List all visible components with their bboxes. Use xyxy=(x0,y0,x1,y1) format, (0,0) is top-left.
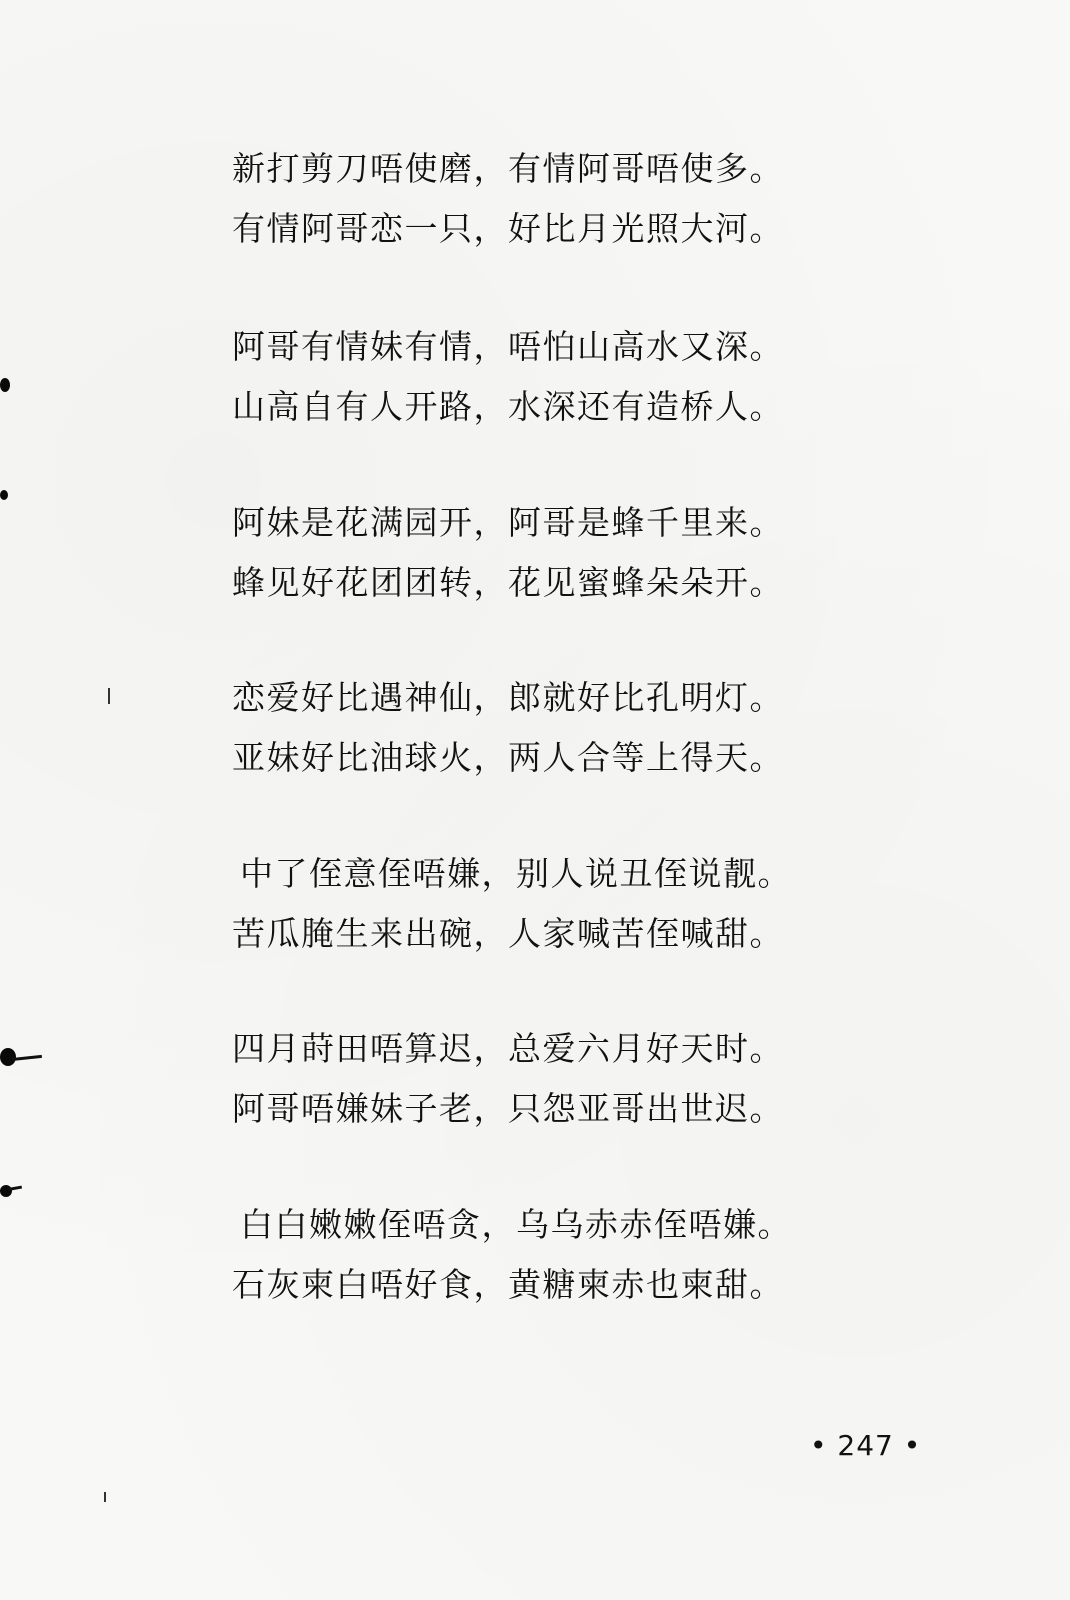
verse-line: 白白嫩嫩侄唔贪，乌乌赤赤侄唔嫌。 xyxy=(240,1205,792,1244)
verse-line: 石灰柬白唔好食，黄糖柬赤也柬甜。 xyxy=(232,1265,784,1304)
margin-mark-2 xyxy=(104,1492,106,1502)
stanza-6 xyxy=(232,1031,852,1127)
margin-mark-1 xyxy=(108,688,110,704)
verse-line: 山高自有人开路，水深还有造桥人。 xyxy=(232,387,784,426)
ink-blot-2 xyxy=(0,490,8,500)
stanza-4 xyxy=(232,680,852,776)
verse-line: 恋爱好比遇神仙，郎就好比孔明灯。 xyxy=(232,678,784,717)
stanza-3 xyxy=(232,505,852,601)
stanza-1 xyxy=(232,151,852,247)
verse-line: 有情阿哥恋一只，好比月光照大河。 xyxy=(232,209,784,248)
ink-blot-3-tail xyxy=(12,1055,42,1061)
verse-line: 四月莳田唔算迟，总爱六月好天时。 xyxy=(232,1029,784,1068)
verse-line: 蜂见好花团团转，花见蜜蜂朵朵开。 xyxy=(232,563,784,602)
ink-blot-1 xyxy=(0,378,10,392)
page-number: • 247 • xyxy=(810,1429,922,1462)
verse-line: 阿妹是花满园开，阿哥是蜂千里来。 xyxy=(232,503,784,542)
verse-line: 新打剪刀唔使磨，有情阿哥唔使多。 xyxy=(232,149,784,188)
verse-line: 阿哥有情妹有情，唔怕山高水又深。 xyxy=(232,327,784,366)
verse-line: 阿哥唔嫌妹子老，只怨亚哥出世迟。 xyxy=(232,1089,784,1128)
stanza-7 xyxy=(232,1205,860,1304)
verse-line: 亚妹好比油球火，两人合等上得天。 xyxy=(232,738,784,777)
verse-line: 苦瓜腌生来出碗，人家喊苦侄喊甜。 xyxy=(232,914,784,953)
stanza-2 xyxy=(232,329,852,425)
stanza-5 xyxy=(232,854,860,953)
verse-line: 中了侄意侄唔嫌，别人说丑侄说靓。 xyxy=(240,854,792,893)
